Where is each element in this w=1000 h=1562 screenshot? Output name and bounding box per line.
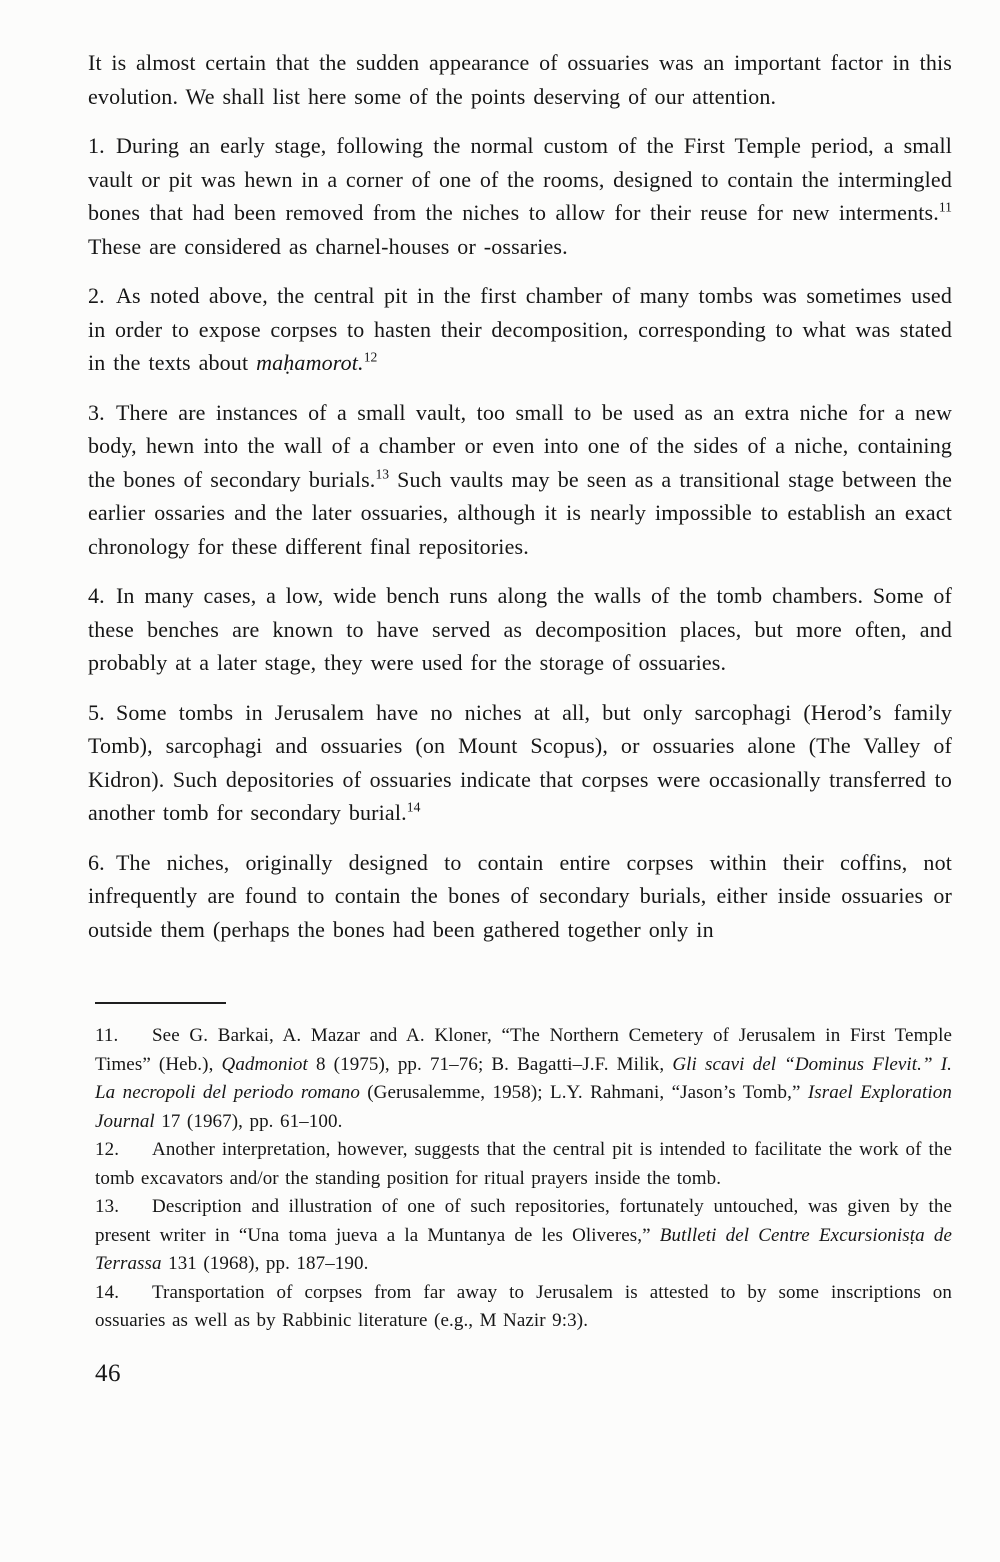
footnote-number: 11.: [95, 1025, 119, 1046]
footnote: [95, 1279, 952, 1336]
paragraph: [88, 696, 952, 830]
text-run: (Gerusalemme, 1958); L.Y. Rahmani, “Jason’s Tomb,”: [359, 1082, 808, 1103]
text-run: Another interpretation, however, suggests that the central pit is intended to facilitate the work of the tomb excavators and/or the standing position for ritual prayers inside the tomb.: [95, 1139, 952, 1189]
footnote: [95, 1136, 952, 1193]
text-run: 17 (1967), pp. 61–100.: [154, 1110, 343, 1132]
footnote-divider: [95, 1002, 226, 1004]
footnote-ref: 13: [375, 466, 390, 482]
text-run: Transportation of corpses from far away to Jerusalem is attested to by some inscriptions on ossuaries as well as by Rabbinic literature (e.g., M Nazir 9:3).: [95, 1281, 952, 1331]
text-run: See G. Barkai, A. Mazar and A. Kloner, “The Northern Cemetery of Jerusalem in First Temple Times” (Heb.),: [95, 1025, 952, 1075]
paragraph: [88, 279, 952, 380]
footnote-number: 14.: [95, 1281, 120, 1303]
text-run: 1. During an early stage, following the normal custom of the First Temple period, a small vault or pit was hewn in a corner of one of the rooms, designed to contain the intermingled bones that had been removed from the niches to allow for their reuse for new interments.: [88, 133, 952, 225]
italic-text: Gli scavi del “Dominus Flevit.” I. La necropoli del periodo romano: [95, 1053, 953, 1103]
text-run: These are considered as charnel-houses or ‑ossaries.: [88, 233, 568, 259]
footnote-number: 13.: [95, 1196, 120, 1217]
text-run: It is almost certain that the sudden appearance of ossuaries was an important factor in this evolution. We shall list here some of the points deserving of our attention.: [88, 50, 952, 109]
text-run: 3. There are instances of a small vault, too small to be used as an extra niche for a new body, hewn into the wall of a chamber or even into one of the sides of a niche, containing the bones of secondary burials.: [88, 399, 952, 492]
footnote: [95, 1022, 952, 1136]
italic-text: Israel Exploration Journal: [95, 1082, 952, 1132]
text-run: 5. Some tombs in Jerusalem have no niches at all, but only sarcophagi (Herod’s family Tomb), sarcophagi and ossuaries (on Mount Scopus), or ossuaries alone (The Valley of Kidron). Such depositories of ossuaries indicate that corpses were occasionally transferred to another tomb for secondary burial.: [88, 699, 952, 825]
footnote-ref: 14: [406, 799, 421, 815]
text-run: 131 (1968), pp. 187–190.: [161, 1253, 369, 1274]
footnote-ref: 12: [363, 349, 378, 365]
italic-text: Qadmoniot: [221, 1053, 308, 1075]
text-run: 8 (1975), pp. 71–76; B. Bagatti–J.F. Milik,: [307, 1053, 673, 1075]
page-number: 46: [95, 1359, 121, 1387]
footnotes: [95, 1022, 952, 1336]
italic-text: maḥamorot.: [256, 350, 364, 375]
paragraph: [88, 846, 952, 947]
text-run: 2. As noted above, the central pit in the first chamber of many tombs was sometimes used in order to expose corpses to hasten their decomposition, corresponding to what was stated in the texts about: [88, 283, 952, 375]
paragraph: [88, 46, 952, 113]
footnote-number: 12.: [95, 1139, 120, 1160]
italic-text: Butlleti del Centre Excursionisṭa de Terrassa: [95, 1224, 952, 1274]
footnote: [95, 1193, 952, 1279]
paragraph: [88, 579, 952, 680]
text-run: Such vaults may be seen as a transitional stage between the earlier ossaries and the later ossuaries, although it is nearly impossible to establish an exact chronology for these different final repositories.: [88, 466, 952, 559]
body-text: [88, 46, 952, 946]
paragraph: [88, 396, 952, 564]
paragraph: [88, 129, 952, 263]
text-run: 6. The niches, originally designed to contain entire corpses within their coffins, not infrequently are found to contain the bones of secondary burials, either inside ossuaries or outside them (perhaps the bones had been gathered together only in: [88, 849, 952, 942]
text-run: Description and illustration of one of such repositories, fortunately untouched, was given by the present writer in “Una toma jueva a la Muntanya de les Oliveres,”: [95, 1196, 952, 1246]
text-run: 4. In many cases, a low, wide bench runs along the walls of the tomb chambers. Some of these benches are known to have served as decomposition places, but more often, and probably at a later stage, they were used for the storage of ossuaries.: [88, 583, 952, 675]
footnote-ref: 11: [938, 199, 952, 215]
